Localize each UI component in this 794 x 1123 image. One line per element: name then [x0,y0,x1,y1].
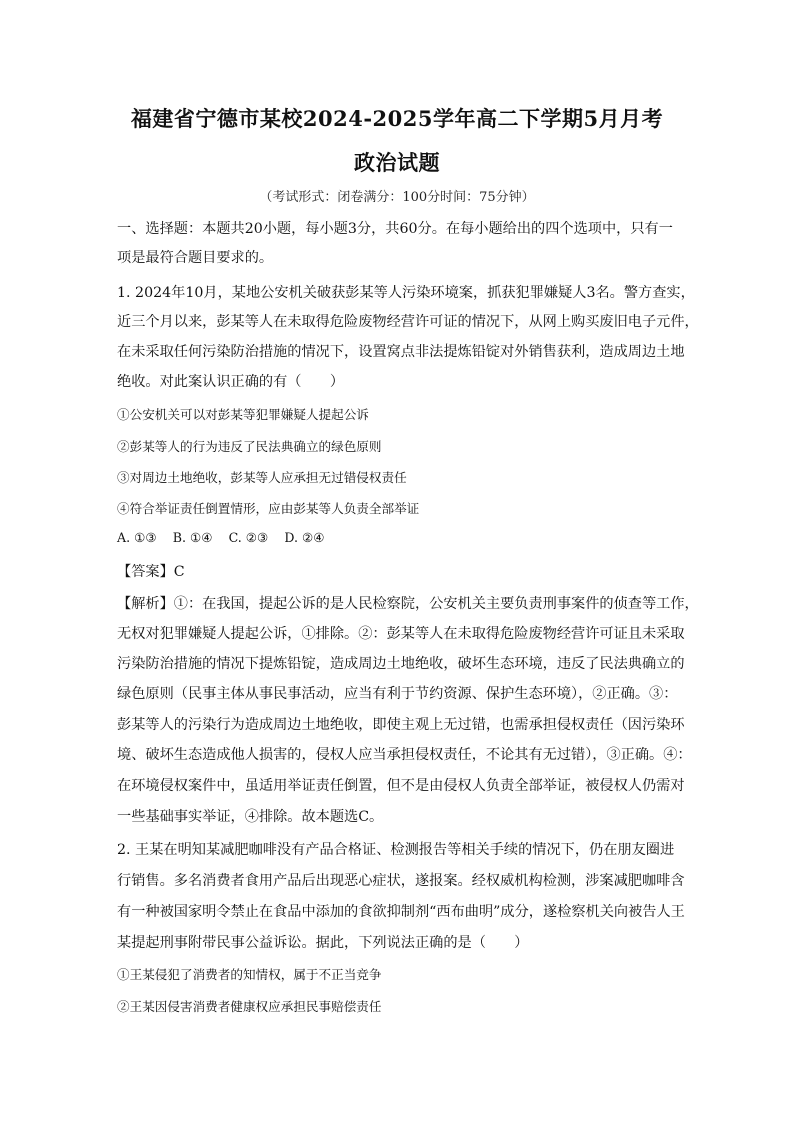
question-1-choices [117,530,325,545]
question-2-stem: 行销售。多名消费者食用产品后出现恶心症状，遂报案。经权威机构检测，涉案减肥咖啡含 [117,873,685,889]
question-1-stem: 近三个月以来，彭某等人在未取得危险废物经营许可证的情况下，从网上购买废旧电子元件， [117,314,699,330]
question-1-answer: 【答案】C [117,564,185,580]
question-2-stem: 2. 王某在明知某减肥咖啡没有产品合格证、检测报告等相关手续的情况下，仍在朋友圈进 [117,842,675,858]
exam-info: （考试形式：闭卷满分：100分时间：75分钟） [259,190,535,205]
page-subtitle: 政治试题 [354,150,440,175]
question-1-stem: 1. 2024年10月，某地公安机关破获彭某等人污染环境案，抓获犯罪嫌疑人3名。警方查实， [117,285,695,301]
question-1-analysis: 绿色原则（民事主体从事民事活动，应当有利于节约资源、保护生态环境），②正确。③： [117,686,678,702]
question-1-analysis: 无权对犯罪嫌疑人提起公诉，①排除。②：彭某等人在未取得危险废物经营许可证且未采取 [117,626,685,642]
question-1-stem: 在未采取任何污染防治措施的情况下，设置窝点非法提炼铅锭对外销售获利，造成周边土地 [117,344,685,360]
question-1-item: ③对周边土地绝收，彭某等人应承担无过错侵权责任 [117,470,407,485]
choice-c: C. ②③ [228,530,269,545]
question-1-item: ④符合举证责任倒置情形，应由彭某等人负责全部举证 [117,501,420,516]
question-1-analysis: 彭某等人的污染行为造成周边土地绝收，即使主观上无过错，也需承担侵权责任（因污染环 [117,717,685,733]
page-title: 福建省宁德市某校2024-2025学年高二下学期5月月考 [130,106,664,131]
question-1-analysis: 【解析】①：在我国，提起公诉的是人民检察院，公安机关主要负责刑事案件的侦查等工作， [117,596,699,612]
question-2-stem: 有一种被国家明令禁止在食品中添加的食欲抑制剂“西布曲明”成分，遂检察机关向被告人王 [117,904,685,920]
section-instruction: 项是最符合题目要求的。 [117,250,274,266]
question-1-item: ①公安机关可以对彭某等犯罪嫌疑人提起公诉 [117,407,369,422]
question-1-analysis: 境、破坏生态造成他人损害的，侵权人应当承担侵权责任，不论其有无过错），③正确。④： [117,747,692,763]
question-2-item: ②王某因侵害消费者健康权应承担民事赔偿责任 [117,999,382,1014]
choice-b: B. ①④ [172,530,213,545]
question-1-analysis: 污染防治措施的情况下提炼铅锭，造成周边土地绝收，破坏生态环境，违反了民法典确立的 [117,656,685,672]
question-2-stem: 某提起刑事附带民事公益诉讼。据此，下列说法正确的是（ ） [117,935,529,951]
question-1-analysis: 在环境侵权案件中，虽适用举证责任倒置，但不是由侵权人负责全部举证，被侵权人仍需对 [117,778,685,794]
choice-d: D. ②④ [284,530,325,545]
choice-a: A. ①③ [117,530,157,545]
question-1-analysis: 一些基础事实举证，④排除。故本题选C。 [117,809,384,825]
question-2-item: ①王某侵犯了消费者的知情权，属于不正当竞争 [117,967,382,982]
question-1-stem: 绝收。对此案认识正确的有（ ） [117,374,345,390]
section-instruction: 一、选择题：本题共20小题，每小题3分，共60分。在每小题给出的四个选项中，只有一 [117,221,673,237]
question-1-item: ②彭某等人的行为违反了民法典确立的绿色原则 [117,439,382,454]
